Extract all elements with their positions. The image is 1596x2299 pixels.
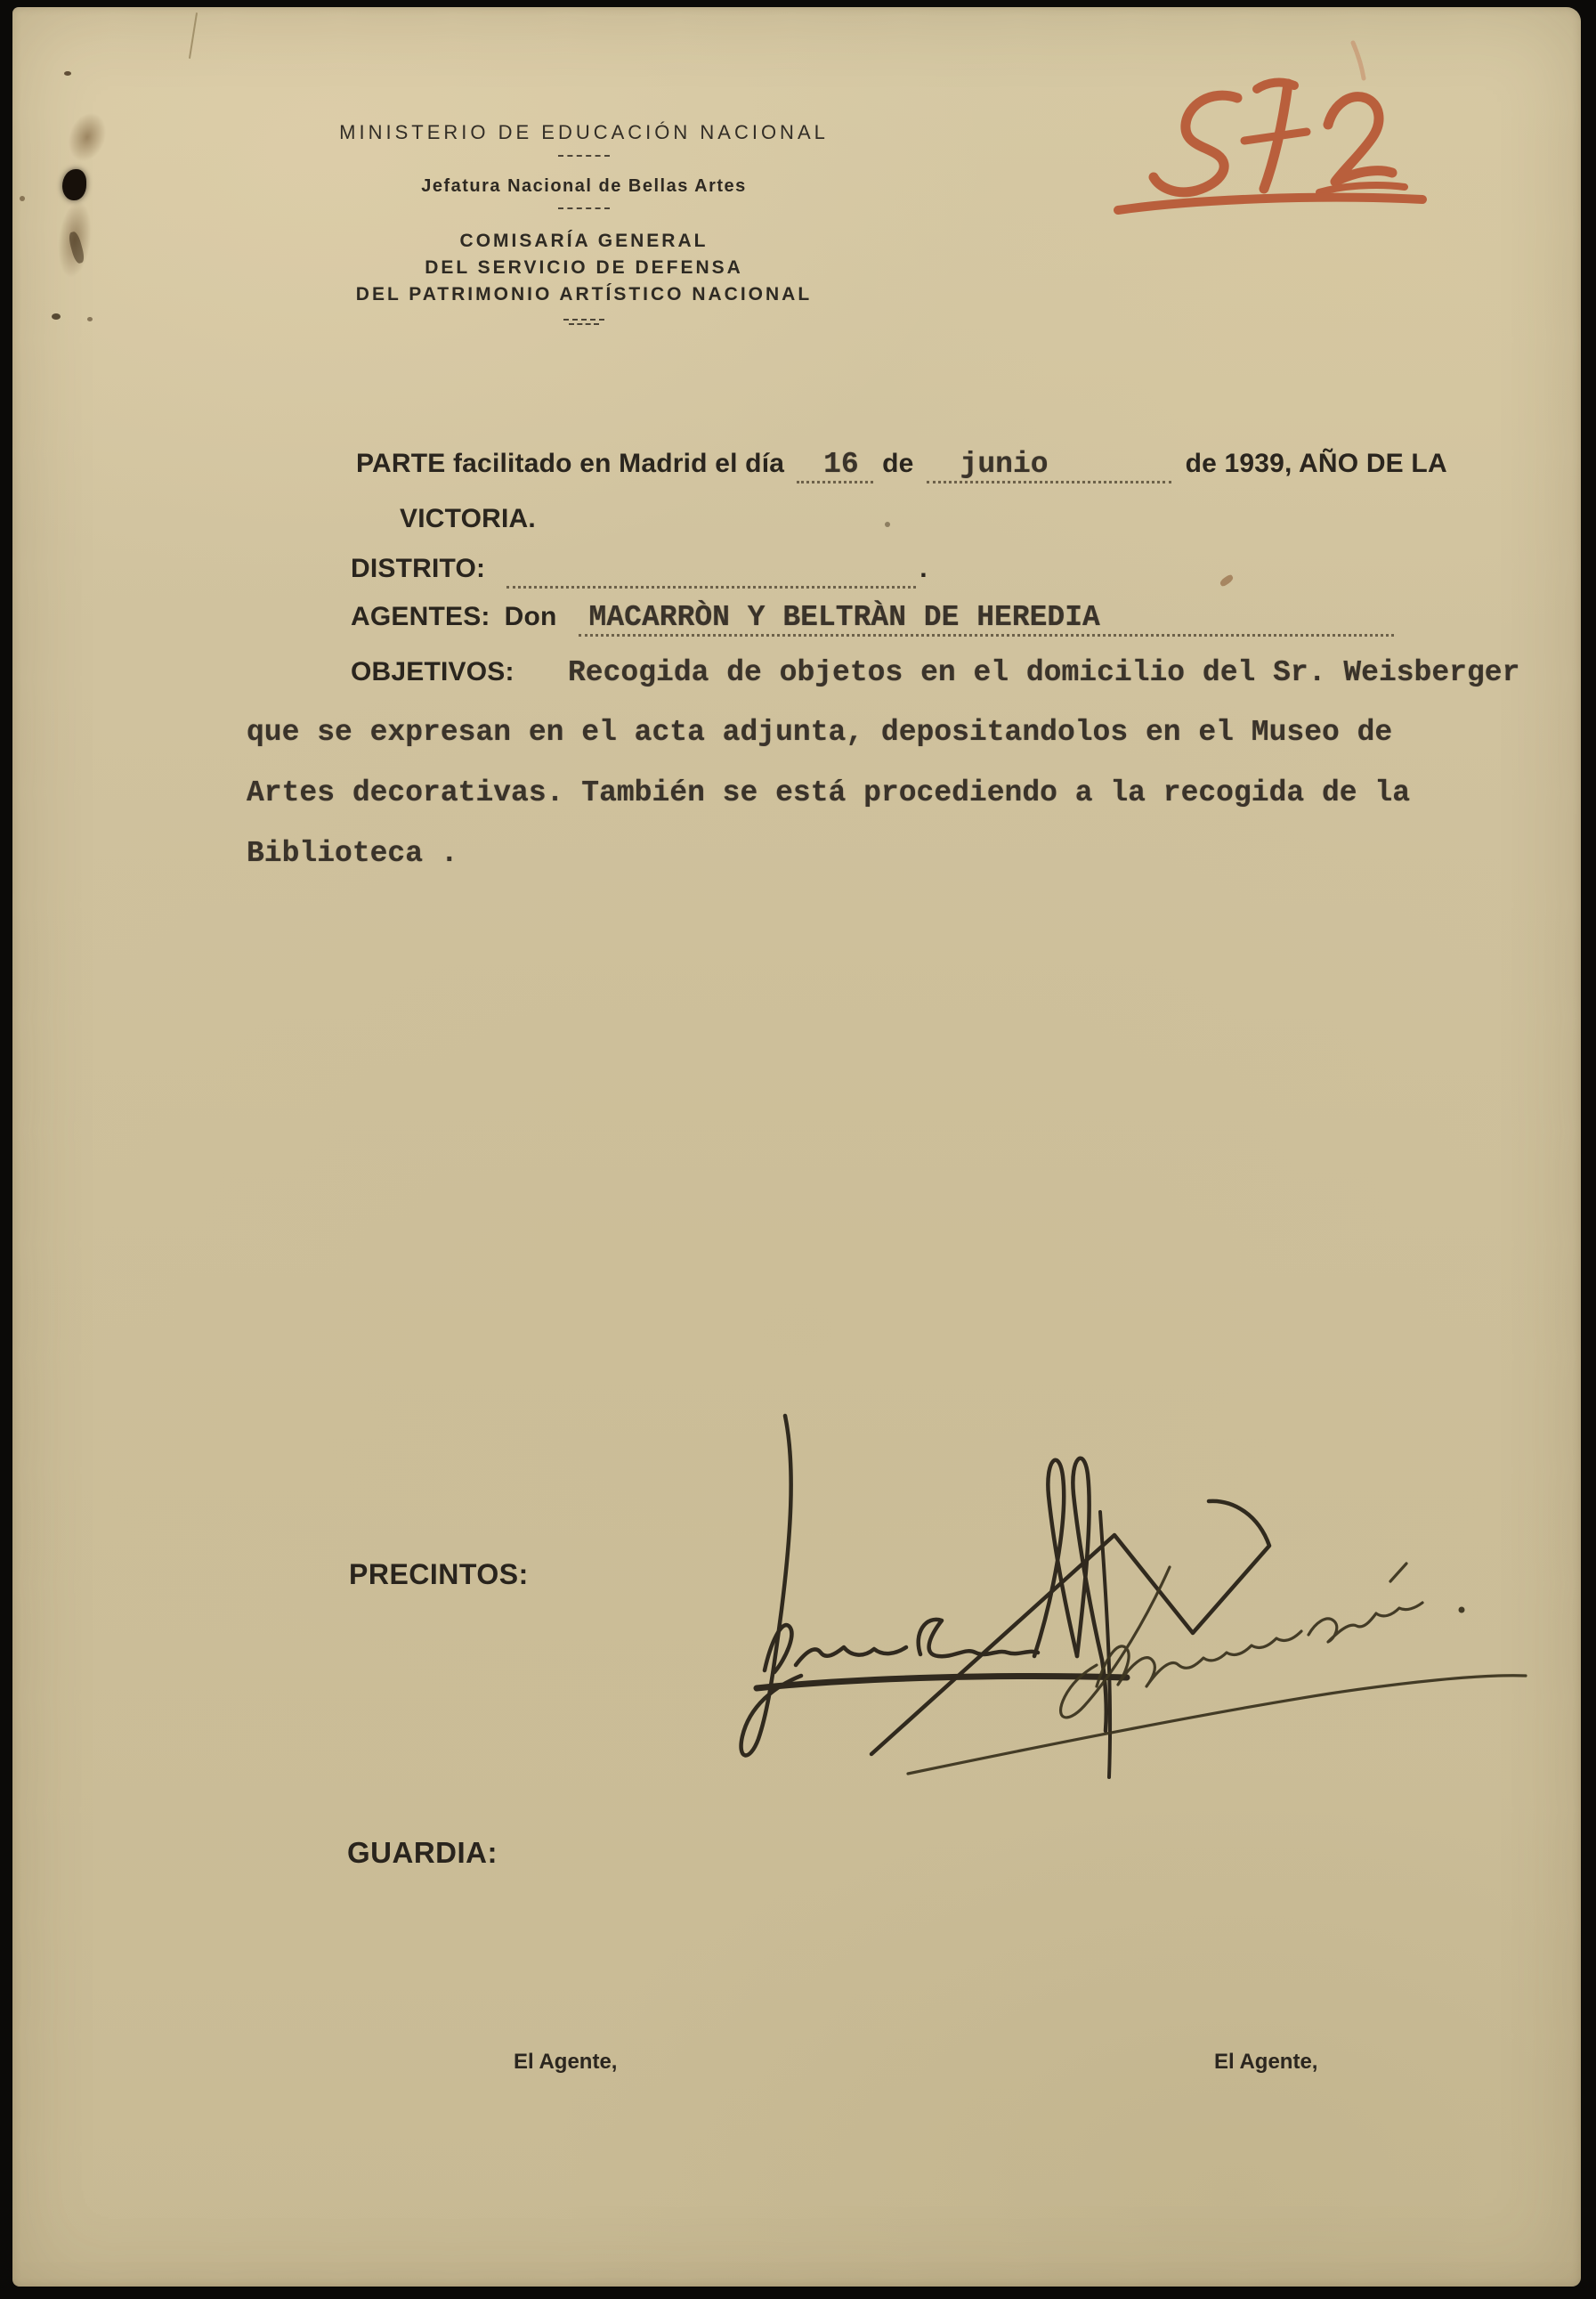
signature-1-rubric — [741, 1416, 1269, 1777]
agente-right-line — [1214, 2050, 1317, 2075]
agente-right-label: El Agente, — [1214, 2050, 1318, 2074]
letterhead — [306, 121, 862, 325]
guardia-label: GUARDIA: — [347, 1836, 498, 1869]
distrito-value — [506, 553, 524, 586]
speck-stain — [52, 313, 61, 320]
month-field — [927, 450, 1171, 483]
agentes-label: AGENTES: — [351, 602, 490, 631]
objetivos-text-line2: que se expresan en el acta adjunta, depositandolos en el Museo de — [247, 716, 1393, 749]
day-value: 16 — [823, 448, 859, 481]
tiny-dot-mark — [885, 522, 890, 527]
divider-rule — [563, 319, 604, 321]
objetivos-text-line1: Recogida de objetos en el domicilio del Sr. Weisberger — [568, 656, 1520, 689]
agente-left-line — [514, 2050, 617, 2075]
de-word: de — [882, 449, 914, 478]
brown-streak-stain — [54, 199, 95, 280]
comisaria-line2: DEL SERVICIO DE DEFENSA — [425, 257, 743, 278]
objetivos-label-line — [351, 657, 514, 687]
objetivos-text-line3: Artes decorativas. También se está procediendo a la recogida de la — [247, 776, 1411, 809]
precintos-line — [349, 1558, 529, 1591]
comisaria-line1: COMISARÍA GENERAL — [459, 231, 709, 251]
guardia-line — [347, 1836, 498, 1870]
signature-2-macarron — [908, 1564, 1526, 1774]
distrito-period: . — [920, 554, 928, 583]
dark-streak-stain — [68, 231, 86, 264]
document-page — [12, 7, 1581, 2287]
speck-stain — [87, 317, 93, 321]
jefatura-subtitle: Jefatura Nacional de Bellas Artes — [421, 176, 747, 196]
objetivos-label: OBJETIVOS: — [351, 657, 514, 686]
agentes-don: Don — [504, 602, 557, 631]
comisaria-block — [306, 228, 862, 308]
victoria-line — [400, 504, 536, 534]
small-brown-mark — [1219, 573, 1235, 587]
distrito-line — [351, 554, 928, 589]
signatures-ink — [716, 1378, 1588, 1797]
speck-stain — [64, 71, 71, 76]
objetivos-text-line4: Biblioteca . — [247, 837, 458, 870]
parte-suffix: de 1939, AÑO DE LA — [1185, 449, 1447, 478]
divider-rule — [558, 155, 610, 157]
agentes-field — [579, 603, 1394, 637]
distrito-field — [506, 555, 916, 589]
day-field — [797, 450, 873, 483]
month-value: junio — [960, 448, 1049, 481]
precintos-label: PRECINTOS: — [349, 1558, 529, 1590]
agente-left-label: El Agente, — [514, 2050, 618, 2074]
paper-hole-stain — [62, 169, 86, 200]
victoria-word: VICTORIA. — [400, 504, 536, 533]
agentes-line — [351, 602, 1394, 637]
parte-prefix: PARTE facilitado en Madrid el día — [356, 449, 785, 478]
divider-rule — [569, 323, 599, 325]
reference-number-572-handwritten — [1104, 32, 1460, 228]
distrito-label: DISTRITO: — [351, 554, 486, 583]
parte-line — [356, 449, 1447, 483]
divider-rule — [558, 207, 610, 209]
comisaria-line3: DEL PATRIMONIO ARTÍSTICO NACIONAL — [355, 284, 813, 305]
speck-stain — [20, 196, 25, 201]
ink-smear-stain — [62, 108, 113, 167]
ministry-title: MINISTERIO DE EDUCACIÓN NACIONAL — [339, 121, 829, 143]
paper-crease-mark — [189, 12, 198, 59]
agentes-value: MACARRÒN Y BELTRÀN DE HEREDIA — [588, 601, 1100, 634]
